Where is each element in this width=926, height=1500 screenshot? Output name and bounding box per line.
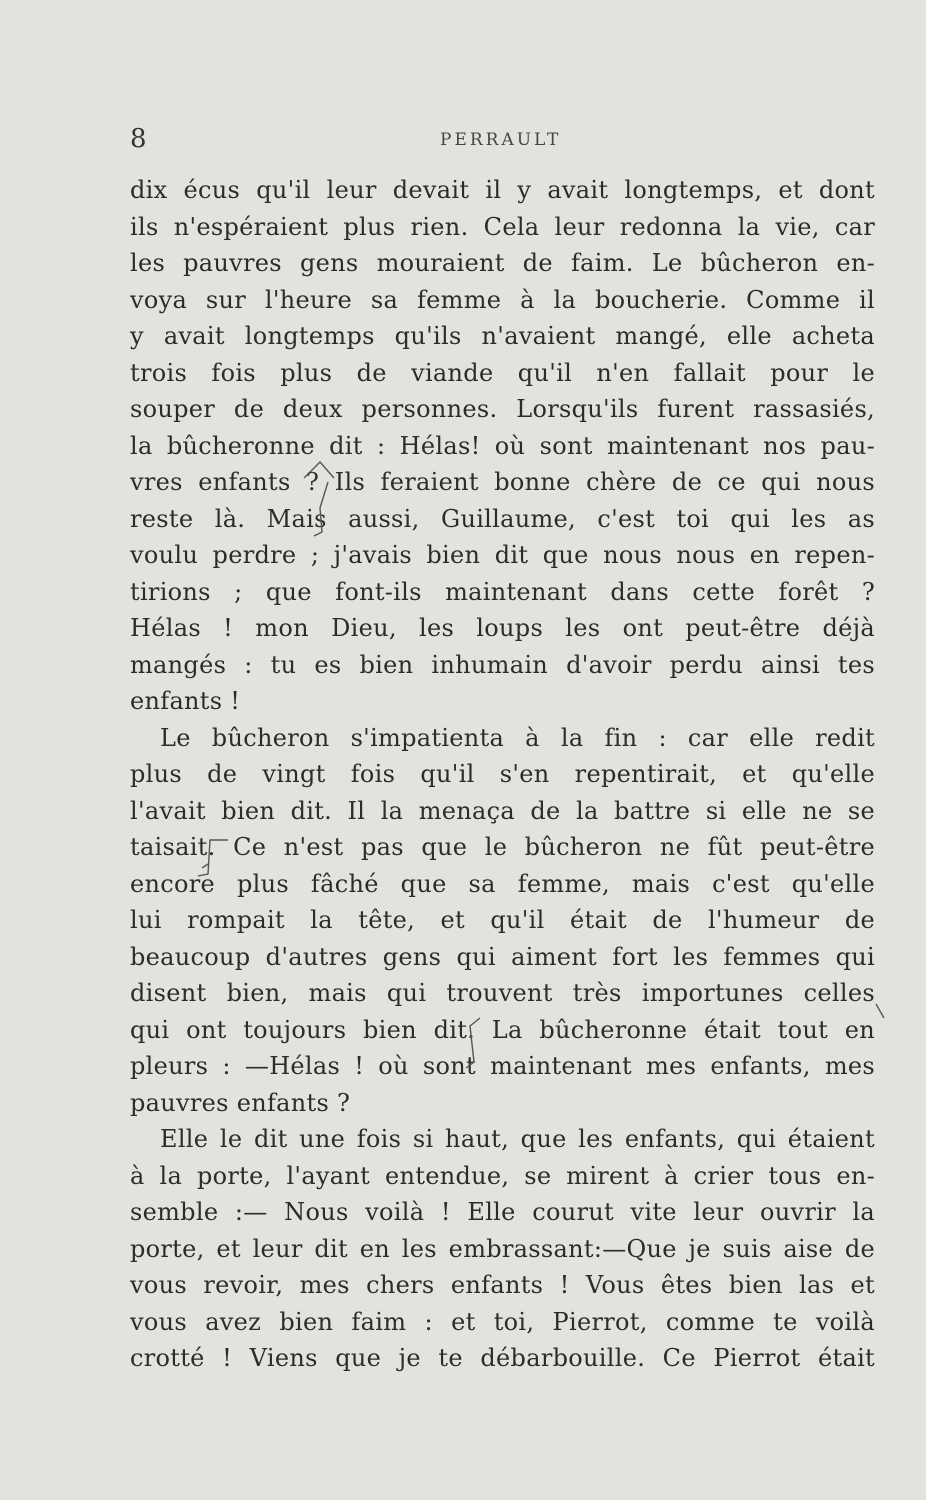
body-text [130,172,875,1377]
text-line: voya sur l'heure sa femme à la boucherie. Comme il [130,285,875,314]
text-line: souper de deux personnes. Lorsqu'ils furent rassasiés, [130,395,875,423]
text-line: tirions ; que font-ils maintenant dans cette forêt ? [130,577,875,606]
text-line: vous revoir, mes chers enfants ! Vous êtes bien las et [130,1271,875,1299]
text-line: l'avait bien dit. Il la menaça de la battre si elle ne se [130,796,875,825]
text-line: vous avez bien faim : et toi, Pierrot, comme te voilà [130,1307,875,1336]
pencil-tick-mark [872,1000,888,1024]
pencil-bracket-mark [194,834,234,884]
text-line: Le bûcheron s'impatienta à la fin : car elle redit [160,723,875,752]
text-line: reste là. Mais aussi, Guillaume, c'est toi qui les as [130,504,875,533]
text-line: pauvres enfants ? [130,1088,351,1117]
text-line: ils n'espéraient plus rien. Cela leur redonna la vie, car [130,212,875,241]
text-line: porte, et leur dit en les embrassant:—Que je suis aise de [130,1234,875,1263]
pencil-bracket-mark [308,478,338,540]
text-line: crotté ! Viens que je te débarbouille. Ce Pierrot était [130,1344,875,1372]
text-line: semble :— Nous voilà ! Elle courut vite leur ouvrir la [130,1198,875,1226]
page-header [130,124,875,160]
text-line: trois fois plus de viande qu'il n'en fallait pour le [130,358,875,387]
text-line: taisait. Ce n'est pas que le bûcheron ne fût peut-être [130,833,875,861]
text-line: encore plus fâché que sa femme, mais c'est qu'elle [130,869,875,898]
text-line: lui rompait la tête, et qu'il était de l'humeur de [130,906,875,934]
text-line: mangés : tu es bien inhumain d'avoir perdu ainsi tes [130,650,875,679]
text-line: à la porte, l'ayant entendue, se mirent à crier tous en- [130,1161,875,1190]
text-line: voulu perdre ; j'avais bien dit que nous nous en repen- [130,541,875,569]
page-number: 8 [130,124,147,154]
pencil-bracket-mark [458,1012,488,1072]
text-line: Elle le dit une fois si haut, que les enfants, qui étaient [160,1125,875,1153]
running-title: PERRAULT [440,130,562,150]
text-line: enfants ! [130,687,241,715]
text-line: dix écus qu'il leur devait il y avait longtemps, et dont [130,176,875,204]
text-line: Hélas ! mon Dieu, les loups les ont peut-être déjà [130,614,875,642]
text-line: la bûcheronne dit : Hélas! où sont maintenant nos pau- [130,431,875,460]
text-line: qui ont toujours bien dit. La bûcheronne était tout en [130,1015,875,1044]
text-line: les pauvres gens mouraient de faim. Le bûcheron en- [130,249,875,277]
text-line: plus de vingt fois qu'il s'en repentirait, et qu'elle [130,760,875,788]
text-line: vres enfants ? Ils feraient bonne chère de ce qui nous [130,468,875,496]
text-line: beaucoup d'autres gens qui aiment fort les femmes qui [130,942,875,971]
text-line: y avait longtemps qu'ils n'avaient mangé, elle acheta [130,322,875,350]
text-line: disent bien, mais qui trouvent très importunes celles [130,979,875,1007]
text-line: pleurs : —Hélas ! où sont maintenant mes enfants, mes [130,1052,875,1080]
